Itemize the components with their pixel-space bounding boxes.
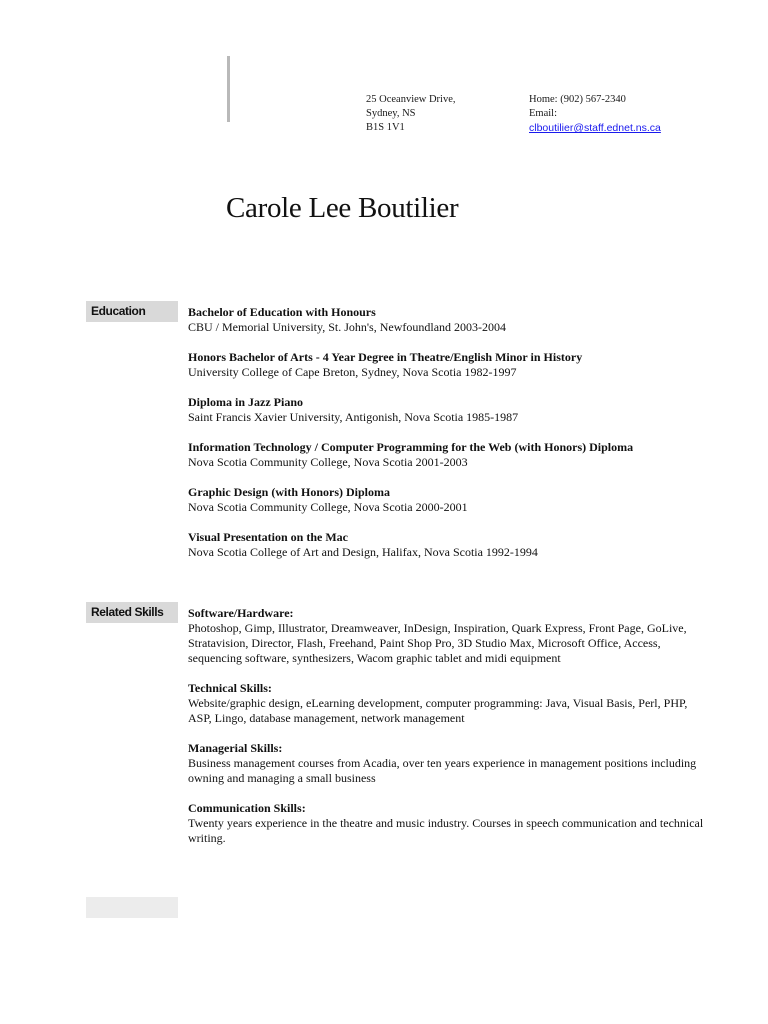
skill-entry-detail: Business management courses from Acadia, over ten years experience in management positions including owning and managing a small business [188,756,697,785]
applicant-name: Carole Lee Boutilier [226,192,459,224]
related-skills-section-label: Related Skills [86,602,178,623]
education-entry [188,350,708,380]
education-entry-title: Diploma in Jazz Piano [188,395,304,409]
skill-entry-detail: Twenty years experience in the theatre and music industry. Courses in speech communication and technical writing. [188,816,704,845]
education-entry [188,395,708,425]
education-entry-title: Honors Bachelor of Arts - 4 Year Degree in Theatre/English Minor in History [188,350,583,364]
education-entry-detail: CBU / Memorial University, St. John's, Newfoundland 2003-2004 [188,320,507,334]
skill-entry [188,606,708,666]
education-entry-detail: Saint Francis Xavier University, Antigonish, Nova Scotia 1985-1987 [188,410,519,424]
education-entry [188,305,708,335]
skill-entry-title: Managerial Skills: [188,741,283,755]
education-entry-title: Information Technology / Computer Programming for the Web (with Honors) Diploma [188,440,634,454]
skill-entry-title: Technical Skills: [188,681,272,695]
skill-entry-detail: Photoshop, Gimp, Illustrator, Dreamweaver, InDesign, Inspiration, Quark Express, Front Page, GoLive, Stratavision, Director, Flash, Freehand, Paint Shop Pro, 3D Studio Max, Microsoft Office, Access, sequencing software, synthesizers, Wacom graphic tablet and midi equipment [188,621,687,665]
home-phone: Home: (902) 567-2340 [529,94,626,105]
education-entry-title: Graphic Design (with Honors) Diploma [188,485,391,499]
mailing-address [366,93,456,135]
email-link[interactable]: clboutilier@staff.ednet.ns.ca [529,122,661,134]
education-entry-detail: Nova Scotia Community College, Nova Scotia 2001-2003 [188,455,468,469]
education-section-label: Education [86,301,178,322]
education-entry [188,530,708,560]
address-line: B1S 1V1 [366,122,405,133]
education-entry-detail: Nova Scotia Community College, Nova Scotia 2000-2001 [188,500,468,514]
skill-entry-title: Communication Skills: [188,801,306,815]
email-label: Email: [529,108,557,119]
header-divider-bar [227,56,230,122]
skill-entry-title: Software/Hardware: [188,606,294,620]
skill-entry [188,681,708,726]
related-skills-section [188,606,708,861]
education-entry-title: Visual Presentation on the Mac [188,530,348,544]
education-section [188,305,708,575]
skill-entry [188,741,708,786]
empty-section-label [86,897,178,918]
address-line: 25 Oceanview Drive, [366,94,456,105]
address-line: Sydney, NS [366,108,416,119]
education-entry-title: Bachelor of Education with Honours [188,305,376,319]
skill-entry [188,801,708,846]
education-entry-detail: Nova Scotia College of Art and Design, Halifax, Nova Scotia 1992-1994 [188,545,538,559]
skill-entry-detail: Website/graphic design, eLearning development, computer programming: Java, Visual Basis, Perl, PHP, ASP, Lingo, database management, network management [188,696,688,725]
education-entry [188,440,708,470]
education-entry [188,485,708,515]
education-entry-detail: University College of Cape Breton, Sydney, Nova Scotia 1982-1997 [188,365,517,379]
contact-info [529,93,661,136]
